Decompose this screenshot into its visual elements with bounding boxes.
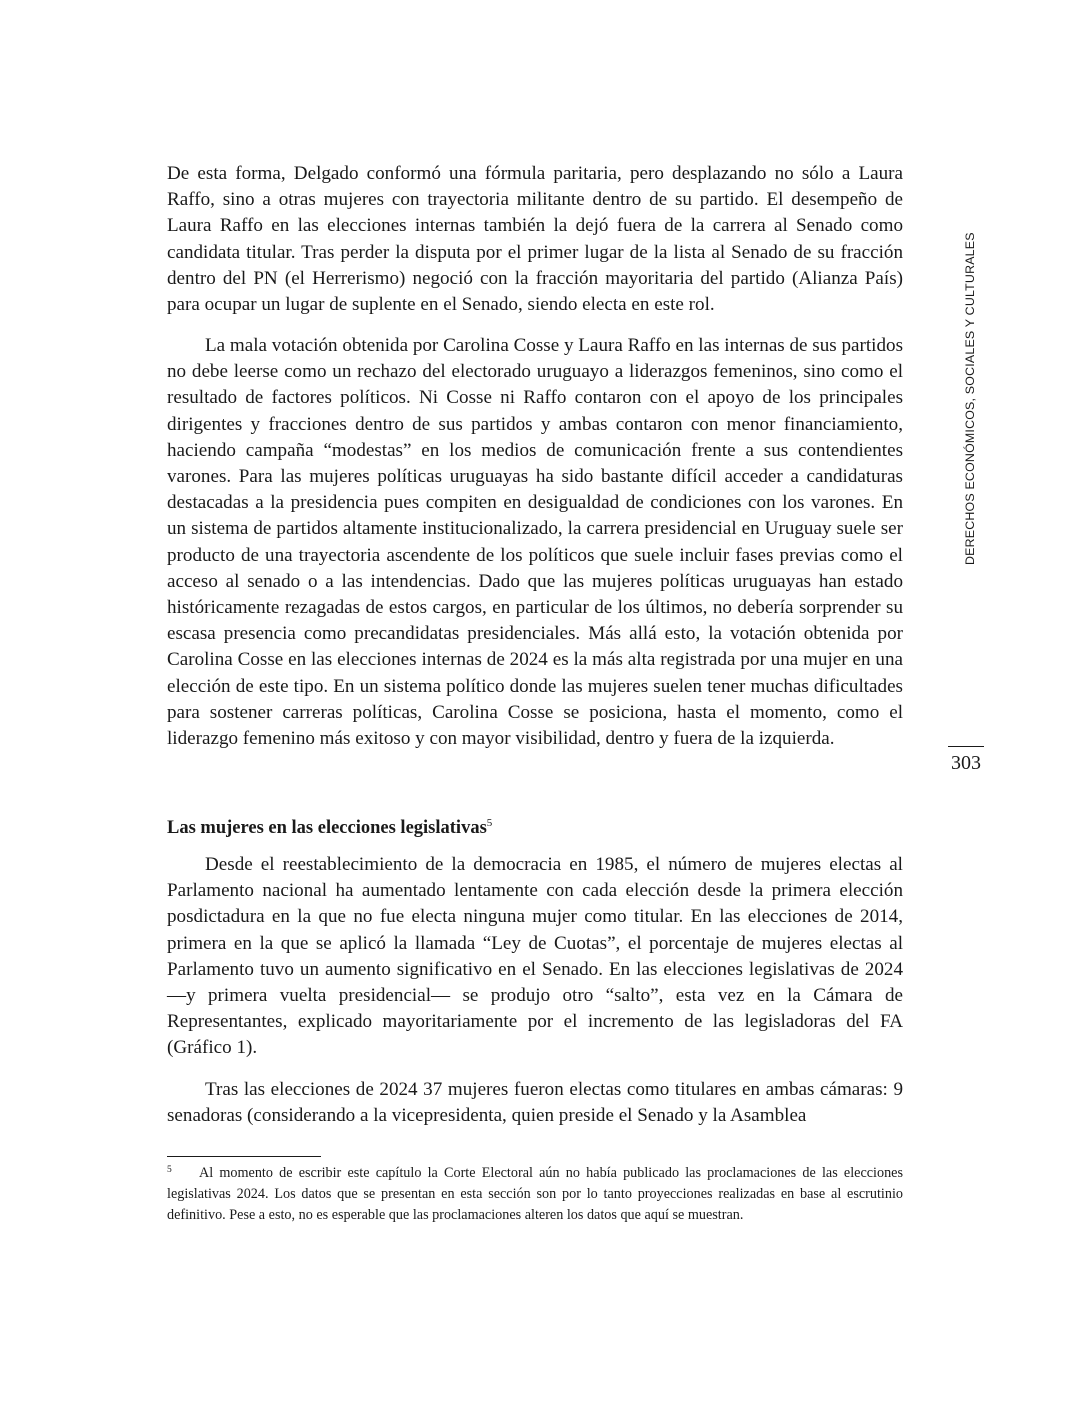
section-heading xyxy=(167,815,903,841)
footnote-divider xyxy=(167,1156,321,1157)
body-paragraph-1: De esta forma, Delgado conformó una fórmula paritaria, pero desplazando no sólo a Laura Raffo, sino a otras mujeres con trayectoria militante dentro de su partido. El desempeño de Laura Raffo en las elecciones internas también la dejó fuera de la carrera al Senado como candidata titular. Tras perder la disputa por el primer lugar de la lista al Senado de su fracción dentro del PN (el Herrerismo) negoció con la fracción mayoritaria del partido (Alianza País) para ocupar un lugar de suplente en el Senado, siendo electa en este rol. xyxy=(167,163,903,316)
section-heading-text: Las mujeres en las elecciones legislativas xyxy=(167,818,487,838)
body-paragraph-3: Desde el reestablecimiento de la democracia en 1985, el número de mujeres electas al Parlamento nacional ha aumentado lentamente con cada elección desde la primera elección posdictadura en la que no fue electa ninguna mujer como titular. En las elecciones de 2014, primera en la que se aplicó la llamada “Ley de Cuotas”, el porcentaje de mujeres electas al Parlamento tuvo un aumento significativo en el Senado. En las elecciones legislativas de 2024 —y primera vuelta presidencial— se produjo otro “salto”, esta vez en la Cámara de Representantes, explicado mayoritariamente por el incremento de las legisladoras del FA (Gráfico 1). xyxy=(167,854,903,1059)
footnote-marker: 5 xyxy=(167,1165,172,1175)
footnote xyxy=(167,1163,903,1226)
body-paragraph-2: La mala votación obtenida por Carolina Cosse y Laura Raffo en las internas de sus partidos no debe leerse como un rechazo del electorado uruguayo a liderazgos femeninos, sino como el resultado de factores políticos. Ni Cosse ni Raffo contaron con el apoyo de los principales dirigentes y fracciones dentro de sus partidos y ambas contaron con menor financiamiento, haciendo campaña “modestas” en los medios de comunicación frente a sus contendientes varones. Para las mujeres políticas uruguayas ha sido bastante difícil acceder a candidaturas destacadas a la presidencia pues compiten en desigualdad de condiciones con los varones. En un sistema de partidos altamente institucionalizado, la carrera presidencial en Uruguay suele ser producto de una trayectoria ascendente de los políticos que suele incluir fases previas como el acceso al senado o a las intendencias. Dado que las mujeres políticas uruguayas han estado históricamente rezagadas de estos cargos, en particular de los últimos, no debería sorprender su escasa presencia como precandidatas presidenciales. Más allá esto, la votación obtenida por Carolina Cosse en las elecciones internas de 2024 es la más alta registrada por una mujer en una elección de este tipo. En un sistema político donde las mujeres suelen tener muchas dificultades para sostener carreras políticas, Carolina Cosse se posiciona, hasta el momento, como el liderazgo femenino más exitoso y con mayor visibilidad, dentro y fuera de la izquierda. xyxy=(167,335,903,750)
running-header: DERECHOS ECONÓMICOS, SOCIALES Y CULTURALES xyxy=(963,232,977,565)
body-paragraph-4: Tras las elecciones de 2024 37 mujeres fueron electas como titulares en ambas cámaras: 9 senadoras (considerando a la vicepresidenta, quien preside el Senado y la Asamblea xyxy=(167,1079,903,1127)
page-number: 303 xyxy=(951,752,981,774)
footnote-reference[interactable]: 5 xyxy=(486,816,493,829)
page-number-rule xyxy=(948,746,984,747)
footnote-text: Al momento de escribir este capítulo la Corte Electoral aún no había publicado las proclamaciones de las elecciones legislativas 2024. Los datos que se presentan en esta sección son por lo tanto proyecciones realizadas en base al escrutinio definitivo. Pese a esto, no es esperable que las proclamaciones alteren los datos que aquí se muestran. xyxy=(167,1165,903,1223)
